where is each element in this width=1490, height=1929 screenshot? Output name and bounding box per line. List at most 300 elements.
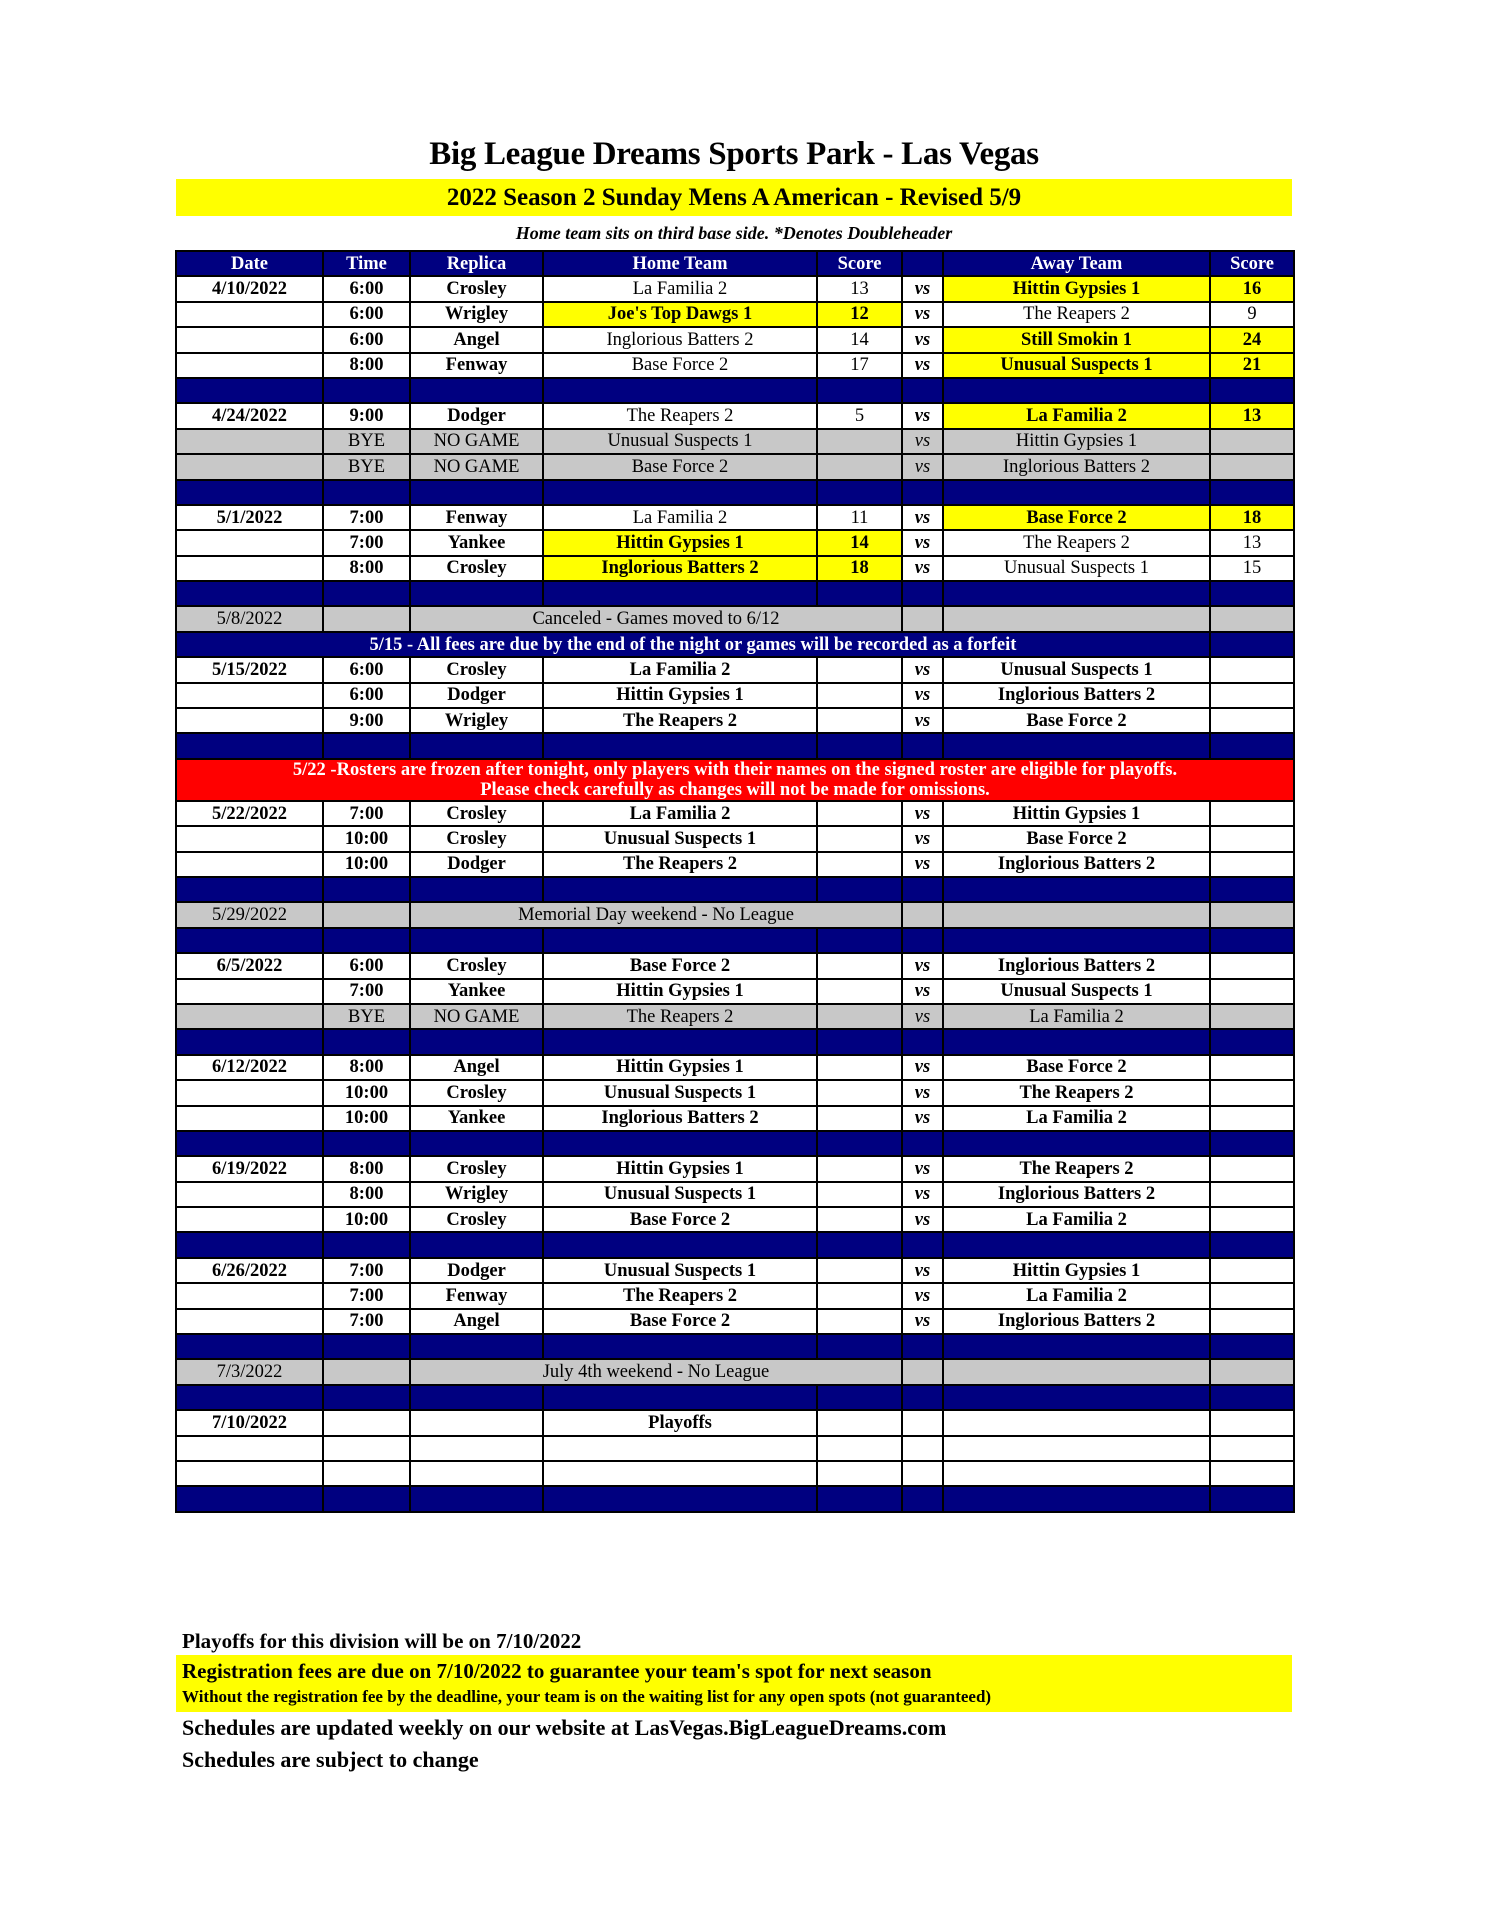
away-score-cell: 15: [1210, 556, 1294, 581]
home-score-cell[interactable]: [817, 1207, 902, 1232]
time-cell: 6:00: [323, 302, 410, 327]
away-team-cell: Inglorious Batters 2: [943, 454, 1210, 479]
vs-cell: vs: [902, 1258, 943, 1283]
vs-cell: vs: [902, 429, 943, 454]
game-row: [176, 505, 1294, 530]
schedule-note: Home team sits on third base side. *Denotes Doubleheader: [515, 223, 953, 243]
home-score-cell: 14: [817, 530, 902, 555]
empty-cell: [1210, 902, 1294, 927]
game-row: [176, 657, 1294, 682]
home-team-cell: The Reapers 2: [543, 1004, 817, 1029]
home-team-cell: Hittin Gypsies 1: [543, 1055, 817, 1080]
game-row: [176, 1055, 1294, 1080]
game-row: [176, 302, 1294, 327]
date-cell: [176, 1283, 323, 1308]
home-score-cell[interactable]: [817, 683, 902, 708]
time-cell: 6:00: [323, 327, 410, 352]
replica-cell: Angel: [410, 1309, 543, 1334]
no-league-text: Memorial Day weekend - No League: [410, 902, 902, 927]
game-row: [176, 826, 1294, 851]
home-score-cell[interactable]: [817, 1055, 902, 1080]
date-cell: 4/24/2022: [176, 403, 323, 428]
away-team-cell: La Familia 2: [943, 1283, 1210, 1308]
vs-cell: vs: [902, 556, 943, 581]
game-row: [176, 1080, 1294, 1105]
empty-cell: [943, 1359, 1210, 1384]
away-team-cell: Base Force 2: [943, 1055, 1210, 1080]
empty-row: [176, 1436, 1294, 1461]
home-score-cell[interactable]: [817, 1182, 902, 1207]
time-cell: 10:00: [323, 1207, 410, 1232]
away-score-cell[interactable]: [1210, 953, 1294, 978]
roster-notice-row: [176, 759, 1294, 801]
game-row: [176, 353, 1294, 378]
vs-cell: vs: [902, 327, 943, 352]
away-team-cell: La Familia 2: [943, 1106, 1210, 1131]
home-score-cell[interactable]: [817, 657, 902, 682]
replica-cell: Crosley: [410, 801, 543, 826]
home-team-cell: Hittin Gypsies 1: [543, 979, 817, 1004]
home-score-cell[interactable]: [817, 953, 902, 978]
home-team-cell: Unusual Suspects 1: [543, 1182, 817, 1207]
time-cell: 10:00: [323, 826, 410, 851]
game-row: [176, 1207, 1294, 1232]
away-score-cell[interactable]: [1210, 657, 1294, 682]
replica-cell: Crosley: [410, 953, 543, 978]
away-score-cell[interactable]: [1210, 979, 1294, 1004]
home-score-cell[interactable]: [817, 852, 902, 877]
vs-cell: vs: [902, 852, 943, 877]
date-cell: [176, 826, 323, 851]
away-team-cell: Hittin Gypsies 1: [943, 429, 1210, 454]
replica-cell: Yankee: [410, 530, 543, 555]
home-score-cell[interactable]: [817, 1106, 902, 1131]
away-team-cell: Unusual Suspects 1: [943, 657, 1210, 682]
replica-cell: NO GAME: [410, 454, 543, 479]
date-cell: [176, 1182, 323, 1207]
replica-cell: Crosley: [410, 276, 543, 301]
game-row: [176, 683, 1294, 708]
home-team-cell: La Familia 2: [543, 276, 817, 301]
time-cell: 7:00: [323, 801, 410, 826]
home-score-cell: 17: [817, 353, 902, 378]
canceled-text: Canceled - Games moved to 6/12: [410, 606, 902, 631]
time-cell: BYE: [323, 429, 410, 454]
vs-cell: vs: [902, 1080, 943, 1105]
vs-cell: vs: [902, 353, 943, 378]
header-row: [176, 251, 1294, 276]
date-cell: [176, 1309, 323, 1334]
away-team-cell: La Familia 2: [943, 403, 1210, 428]
game-row: [176, 1106, 1294, 1131]
date-cell: 4/10/2022: [176, 276, 323, 301]
home-score-cell: 14: [817, 327, 902, 352]
time-cell: 6:00: [323, 683, 410, 708]
away-team-cell: The Reapers 2: [943, 1156, 1210, 1181]
website-note: Schedules are updated weekly on our website at LasVegas.BigLeagueDreams.com: [182, 1715, 947, 1740]
date-cell: [176, 353, 323, 378]
vs-cell: vs: [902, 1106, 943, 1131]
vs-cell: vs: [902, 979, 943, 1004]
roster-notice-line-1: 5/22 -Rosters are frozen after tonight, only players with their names on the signed roster are eligible for playoffs.: [292, 759, 1178, 780]
time-cell: 8:00: [323, 1182, 410, 1207]
home-team-cell: Hittin Gypsies 1: [543, 683, 817, 708]
date-cell: [176, 327, 323, 352]
date-cell: [176, 683, 323, 708]
away-score-cell: [1210, 429, 1294, 454]
home-score-cell[interactable]: [817, 1258, 902, 1283]
home-team-cell: Base Force 2: [543, 953, 817, 978]
away-score-cell[interactable]: [1210, 1258, 1294, 1283]
time-cell: 9:00: [323, 708, 410, 733]
game-row: [176, 1309, 1294, 1334]
away-score-cell[interactable]: [1210, 1283, 1294, 1308]
away-team-cell: Inglorious Batters 2: [943, 683, 1210, 708]
empty-cell: [902, 902, 943, 927]
playoffs-note: Playoffs for this division will be on 7/10/2022: [182, 1629, 582, 1653]
away-score-cell[interactable]: [1210, 1309, 1294, 1334]
time-cell: 10:00: [323, 1080, 410, 1105]
away-score-cell: 13: [1210, 530, 1294, 555]
away-score-cell[interactable]: [1210, 852, 1294, 877]
empty-cell: [410, 1410, 543, 1435]
vs-cell: vs: [902, 1156, 943, 1181]
date-cell: 6/5/2022: [176, 953, 323, 978]
week-divider: [176, 378, 1294, 403]
vs-cell: vs: [902, 1309, 943, 1334]
away-score-cell: 18: [1210, 505, 1294, 530]
date-cell: 6/12/2022: [176, 1055, 323, 1080]
home-score-cell[interactable]: [817, 708, 902, 733]
home-team-cell: Unusual Suspects 1: [543, 1258, 817, 1283]
time-cell: 6:00: [323, 276, 410, 301]
time-cell: BYE: [323, 454, 410, 479]
date-cell: 5/22/2022: [176, 801, 323, 826]
home-score-cell[interactable]: [817, 1309, 902, 1334]
replica-cell: NO GAME: [410, 1004, 543, 1029]
time-cell: 8:00: [323, 353, 410, 378]
page-title: Big League Dreams Sports Park - Las Vegas: [429, 136, 1039, 172]
away-score-cell[interactable]: [1210, 1156, 1294, 1181]
playoffs-label: Playoffs: [543, 1410, 817, 1435]
vs-cell: vs: [902, 505, 943, 530]
week-divider: [176, 581, 1294, 606]
vs-cell: vs: [902, 953, 943, 978]
date-cell: [176, 1106, 323, 1131]
time-cell: 8:00: [323, 556, 410, 581]
game-row: [176, 1156, 1294, 1181]
away-team-cell: The Reapers 2: [943, 530, 1210, 555]
replica-cell: Angel: [410, 327, 543, 352]
date-cell: [176, 708, 323, 733]
date-cell: 5/29/2022: [176, 902, 323, 927]
home-score-cell[interactable]: [817, 1080, 902, 1105]
time-cell: 7:00: [323, 505, 410, 530]
home-score-cell: 18: [817, 556, 902, 581]
empty-cell: [817, 1410, 902, 1435]
empty-cell: [323, 1410, 410, 1435]
home-score-cell: 13: [817, 276, 902, 301]
home-score-cell[interactable]: [817, 1156, 902, 1181]
away-score-cell[interactable]: [1210, 1055, 1294, 1080]
home-team-cell: Unusual Suspects 1: [543, 826, 817, 851]
bye-row: [176, 454, 1294, 479]
vs-cell: vs: [902, 454, 943, 479]
time-cell: 8:00: [323, 1055, 410, 1080]
empty-cell: [902, 1410, 943, 1435]
away-score-cell[interactable]: [1210, 1207, 1294, 1232]
replica-cell: Crosley: [410, 1156, 543, 1181]
away-score-cell[interactable]: [1210, 1182, 1294, 1207]
away-team-cell: Inglorious Batters 2: [943, 953, 1210, 978]
date-cell: [176, 429, 323, 454]
header-date: Date: [176, 251, 323, 276]
replica-cell: Yankee: [410, 1106, 543, 1131]
away-team-cell: La Familia 2: [943, 1207, 1210, 1232]
week-divider: [176, 1486, 1294, 1511]
empty-cell: [1210, 1410, 1294, 1435]
home-team-cell: Hittin Gypsies 1: [543, 530, 817, 555]
home-team-cell: Unusual Suspects 1: [543, 429, 817, 454]
fees-notice-row: [176, 632, 1294, 657]
replica-cell: Dodger: [410, 1258, 543, 1283]
registration-detail: Without the registration fee by the deadline, your team is on the waiting list for any open spots (not guaranteed): [182, 1687, 992, 1706]
replica-cell: Dodger: [410, 403, 543, 428]
empty-cell: [1210, 606, 1294, 631]
change-note: Schedules are subject to change: [182, 1747, 479, 1772]
empty-cell: [943, 902, 1210, 927]
replica-cell: Crosley: [410, 1080, 543, 1105]
game-row: [176, 556, 1294, 581]
away-score-cell[interactable]: [1210, 708, 1294, 733]
header-home-team: Home Team: [543, 251, 817, 276]
away-team-cell: The Reapers 2: [943, 1080, 1210, 1105]
away-team-cell: Hittin Gypsies 1: [943, 1258, 1210, 1283]
away-team-cell: The Reapers 2: [943, 302, 1210, 327]
game-row: [176, 1182, 1294, 1207]
date-cell: 7/3/2022: [176, 1359, 323, 1384]
home-team-cell: Inglorious Batters 2: [543, 556, 817, 581]
home-score-cell: [817, 454, 902, 479]
vs-cell: vs: [902, 276, 943, 301]
empty-cell: [902, 606, 943, 631]
away-score-cell[interactable]: [1210, 826, 1294, 851]
away-score-cell: 16: [1210, 276, 1294, 301]
replica-cell: Dodger: [410, 683, 543, 708]
time-cell: 7:00: [323, 1309, 410, 1334]
replica-cell: Yankee: [410, 979, 543, 1004]
week-divider: [176, 877, 1294, 902]
empty-cell: [943, 1410, 1210, 1435]
playoffs-row: [176, 1410, 1294, 1435]
replica-cell: NO GAME: [410, 429, 543, 454]
date-cell: [176, 302, 323, 327]
canceled-row: [176, 606, 1294, 631]
away-team-cell: Still Smokin 1: [943, 327, 1210, 352]
away-score-cell: 24: [1210, 327, 1294, 352]
home-score-cell: 12: [817, 302, 902, 327]
empty-cell: [1210, 632, 1294, 657]
home-team-cell: Inglorious Batters 2: [543, 327, 817, 352]
replica-cell: Wrigley: [410, 302, 543, 327]
replica-cell: Angel: [410, 1055, 543, 1080]
replica-cell: Dodger: [410, 852, 543, 877]
home-team-cell: The Reapers 2: [543, 403, 817, 428]
date-cell: 5/1/2022: [176, 505, 323, 530]
fees-notice: 5/15 - All fees are due by the end of the night or games will be recorded as a forfeit: [176, 632, 1210, 657]
empty-cell: [323, 902, 410, 927]
home-team-cell: The Reapers 2: [543, 1283, 817, 1308]
date-cell: 5/15/2022: [176, 657, 323, 682]
vs-cell: vs: [902, 530, 943, 555]
no-league-text: July 4th weekend - No League: [410, 1359, 902, 1384]
vs-cell: vs: [902, 1055, 943, 1080]
time-cell: 10:00: [323, 1106, 410, 1131]
week-divider: [176, 928, 1294, 953]
time-cell: 6:00: [323, 953, 410, 978]
roster-notice: [176, 759, 1294, 801]
vs-cell: vs: [902, 708, 943, 733]
game-row: [176, 327, 1294, 352]
game-row: [176, 708, 1294, 733]
vs-cell: vs: [902, 801, 943, 826]
vs-cell: vs: [902, 1207, 943, 1232]
empty-cell: [323, 1359, 410, 1384]
header-vs: [902, 251, 943, 276]
vs-cell: vs: [902, 657, 943, 682]
no-league-row: [176, 902, 1294, 927]
away-team-cell: Inglorious Batters 2: [943, 852, 1210, 877]
replica-cell: Crosley: [410, 556, 543, 581]
date-cell: 7/10/2022: [176, 1410, 323, 1435]
time-cell: 7:00: [323, 1283, 410, 1308]
week-divider: [176, 1385, 1294, 1410]
empty-cell: [323, 606, 410, 631]
time-cell: 10:00: [323, 852, 410, 877]
header-replica: Replica: [410, 251, 543, 276]
home-team-cell: Base Force 2: [543, 353, 817, 378]
home-score-cell[interactable]: [817, 826, 902, 851]
date-cell: [176, 530, 323, 555]
replica-cell: Wrigley: [410, 1182, 543, 1207]
vs-cell: vs: [902, 826, 943, 851]
home-score-cell: 5: [817, 403, 902, 428]
home-score-cell: [817, 429, 902, 454]
schedule-table: [175, 250, 1295, 1513]
vs-cell: vs: [902, 403, 943, 428]
header-home-score: Score: [817, 251, 902, 276]
empty-cell: [1210, 1359, 1294, 1384]
away-team-cell: Base Force 2: [943, 505, 1210, 530]
date-cell: 6/26/2022: [176, 1258, 323, 1283]
no-league-row: [176, 1359, 1294, 1384]
week-divider: [176, 733, 1294, 758]
vs-cell: vs: [902, 683, 943, 708]
time-cell: 7:00: [323, 530, 410, 555]
away-score-cell[interactable]: [1210, 1080, 1294, 1105]
away-score-cell: [1210, 1004, 1294, 1029]
date-cell: [176, 1080, 323, 1105]
home-team-cell: Joe's Top Dawgs 1: [543, 302, 817, 327]
replica-cell: Wrigley: [410, 708, 543, 733]
empty-cell: [902, 1359, 943, 1384]
home-score-cell[interactable]: [817, 1283, 902, 1308]
date-cell: [176, 852, 323, 877]
bye-row: [176, 429, 1294, 454]
roster-notice-line-2: Please check carefully as changes will not be made for omissions.: [480, 779, 990, 800]
away-team-cell: Unusual Suspects 1: [943, 979, 1210, 1004]
away-team-cell: Base Force 2: [943, 708, 1210, 733]
vs-cell: vs: [902, 302, 943, 327]
game-row: [176, 953, 1294, 978]
away-team-cell: Hittin Gypsies 1: [943, 801, 1210, 826]
home-score-cell[interactable]: [817, 801, 902, 826]
away-team-cell: Hittin Gypsies 1: [943, 276, 1210, 301]
home-team-cell: La Familia 2: [543, 505, 817, 530]
header-away-score: Score: [1210, 251, 1294, 276]
date-cell: [176, 979, 323, 1004]
date-cell: [176, 556, 323, 581]
away-score-cell: 13: [1210, 403, 1294, 428]
replica-cell: Crosley: [410, 1207, 543, 1232]
away-score-cell[interactable]: [1210, 1106, 1294, 1131]
date-cell: [176, 1207, 323, 1232]
home-team-cell: La Familia 2: [543, 801, 817, 826]
vs-cell: vs: [902, 1182, 943, 1207]
home-team-cell: The Reapers 2: [543, 708, 817, 733]
season-subtitle: 2022 Season 2 Sunday Mens A American - Revised 5/9: [176, 179, 1292, 216]
home-team-cell: Base Force 2: [543, 1207, 817, 1232]
date-cell: [176, 1004, 323, 1029]
home-score-cell: [817, 1004, 902, 1029]
date-cell: [176, 454, 323, 479]
home-team-cell: Inglorious Batters 2: [543, 1106, 817, 1131]
home-team-cell: Unusual Suspects 1: [543, 1080, 817, 1105]
away-team-cell: La Familia 2: [943, 1004, 1210, 1029]
time-cell: 7:00: [323, 1258, 410, 1283]
time-cell: 6:00: [323, 657, 410, 682]
game-row: [176, 530, 1294, 555]
home-team-cell: La Familia 2: [543, 657, 817, 682]
time-cell: BYE: [323, 1004, 410, 1029]
game-row: [176, 979, 1294, 1004]
away-score-cell: 9: [1210, 302, 1294, 327]
header-away-team: Away Team: [943, 251, 1210, 276]
away-score-cell[interactable]: [1210, 801, 1294, 826]
home-team-cell: Base Force 2: [543, 1309, 817, 1334]
game-row: [176, 276, 1294, 301]
home-score-cell[interactable]: [817, 979, 902, 1004]
bye-row: [176, 1004, 1294, 1029]
replica-cell: Fenway: [410, 1283, 543, 1308]
week-divider: [176, 1334, 1294, 1359]
away-score-cell[interactable]: [1210, 683, 1294, 708]
away-team-cell: Unusual Suspects 1: [943, 556, 1210, 581]
date-cell: 6/19/2022: [176, 1156, 323, 1181]
registration-note: Registration fees are due on 7/10/2022 to guarantee your team's spot for next season: [182, 1659, 932, 1683]
game-row: [176, 403, 1294, 428]
away-score-cell: 21: [1210, 353, 1294, 378]
week-divider: [176, 1131, 1294, 1156]
time-cell: 7:00: [323, 979, 410, 1004]
empty-row: [176, 1461, 1294, 1486]
game-row: [176, 1283, 1294, 1308]
replica-cell: Fenway: [410, 505, 543, 530]
away-score-cell: [1210, 454, 1294, 479]
away-team-cell: Inglorious Batters 2: [943, 1309, 1210, 1334]
vs-cell: vs: [902, 1283, 943, 1308]
week-divider: [176, 1232, 1294, 1257]
